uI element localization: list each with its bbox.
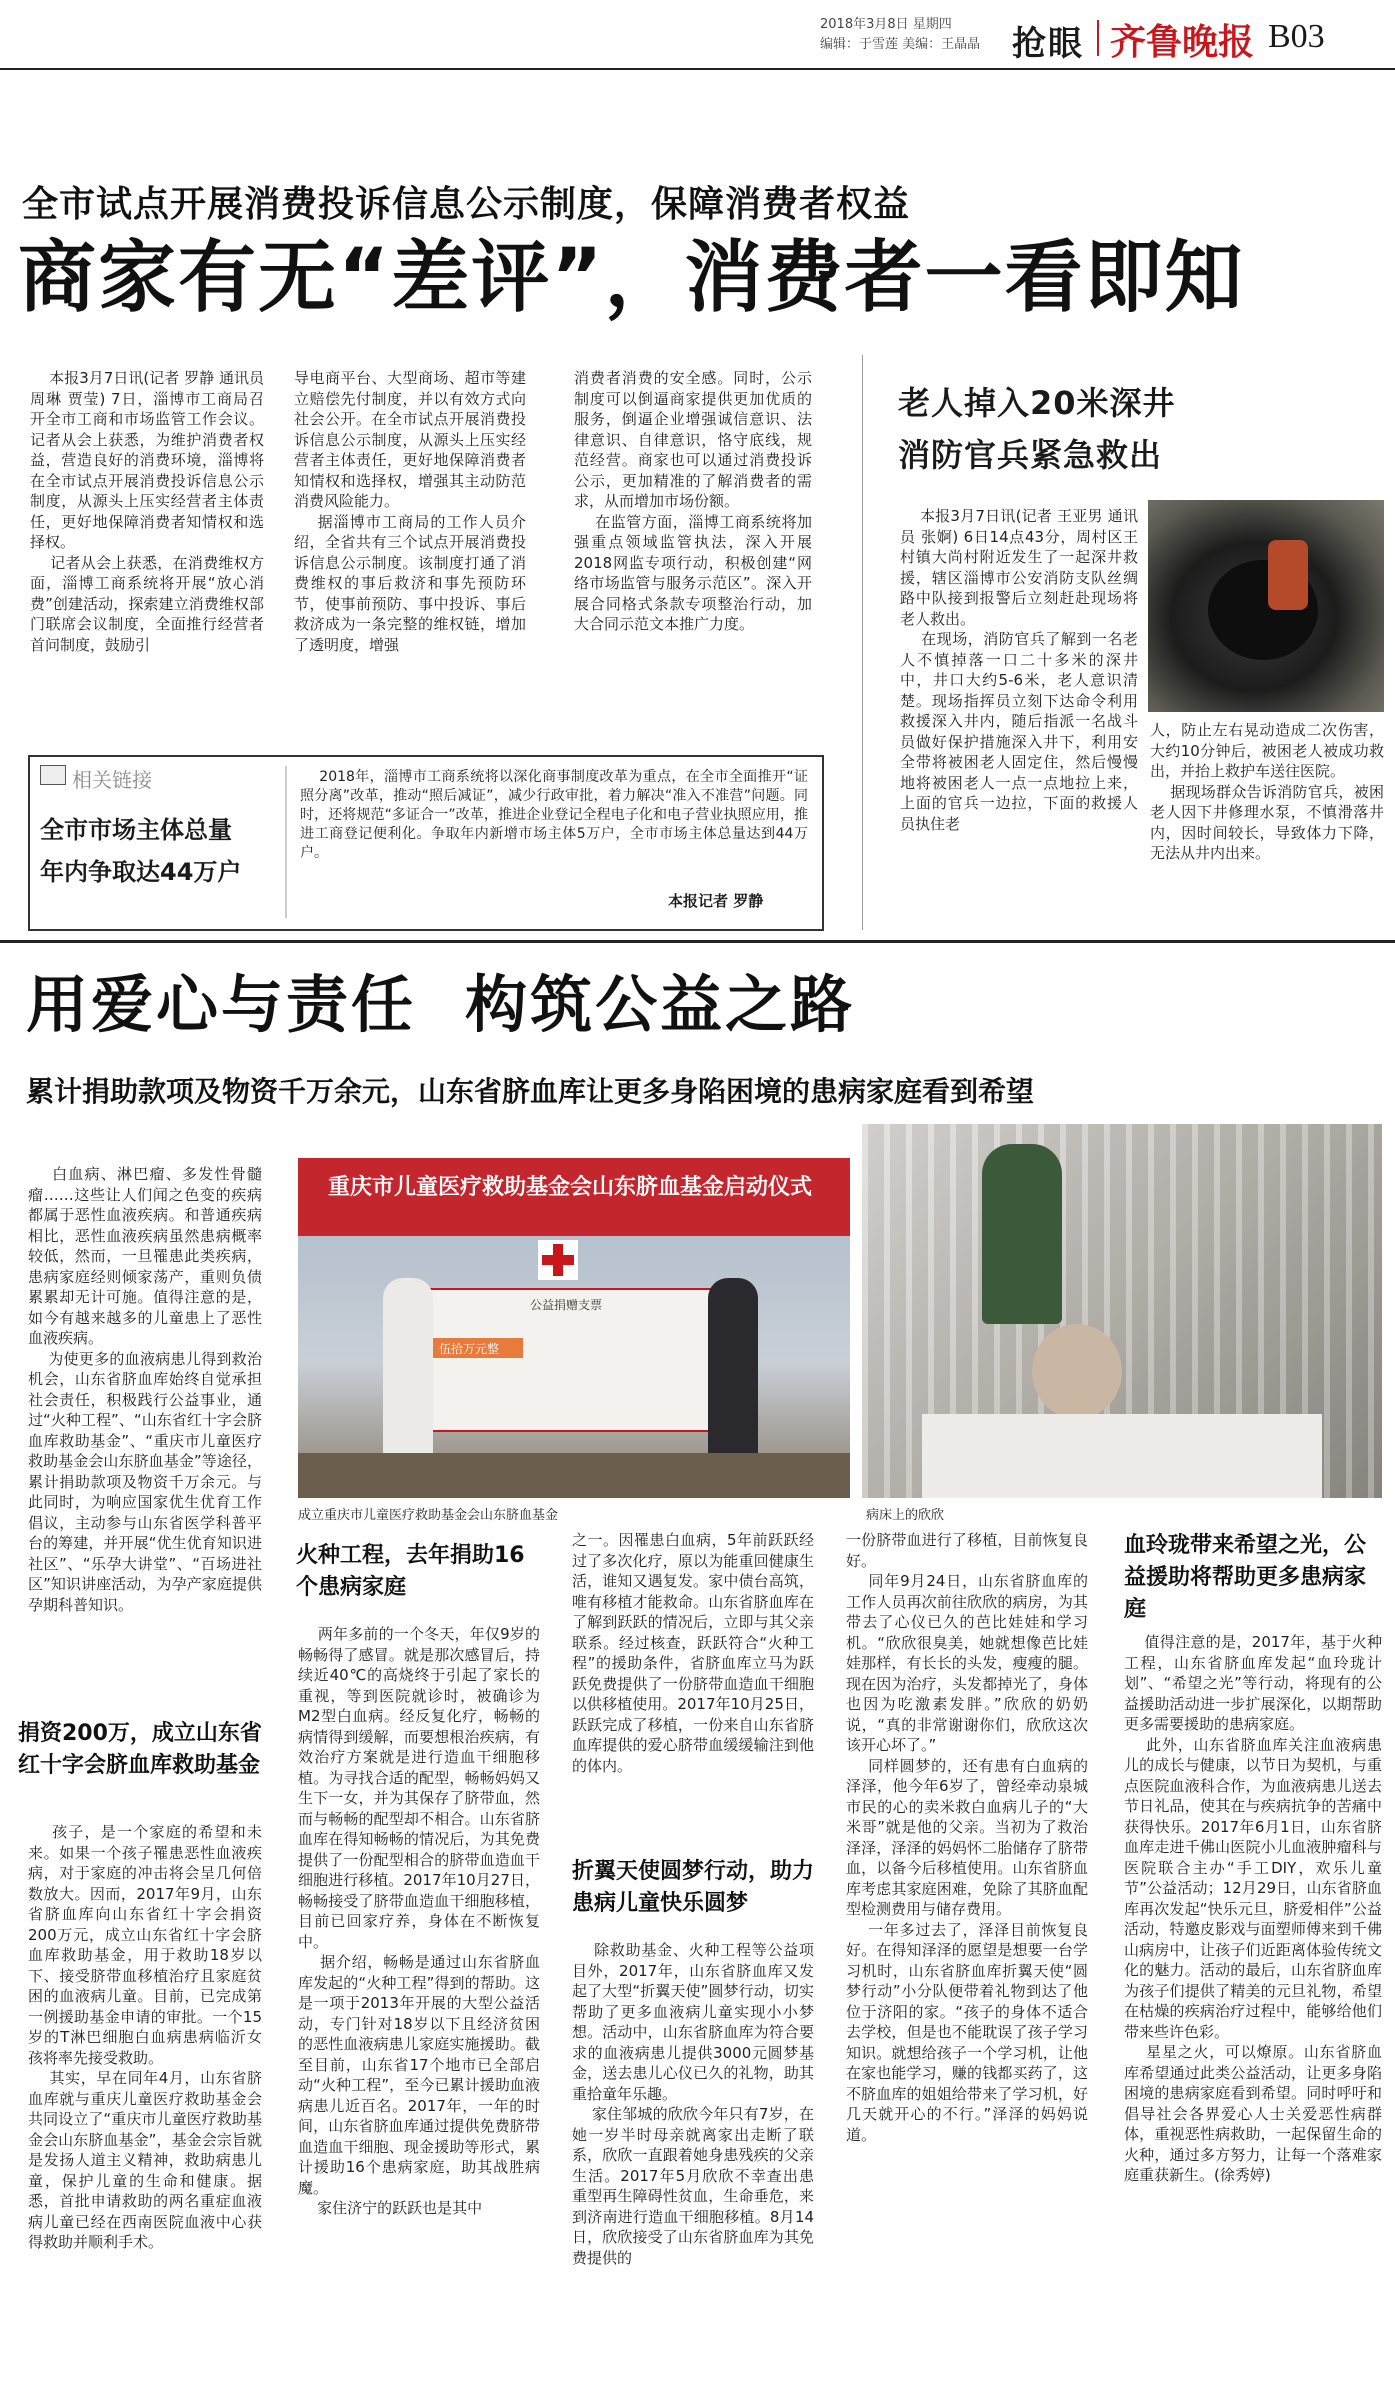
story2-column-rule bbox=[862, 355, 863, 930]
section-name: 抢眼 bbox=[1012, 24, 1084, 64]
photo1-caption: 成立重庆市儿童医疗救助基金会山东脐血基金 bbox=[298, 1508, 559, 1523]
story1-kicker: 全市试点开展消费投诉信息公示制度，保障消费者权益 bbox=[22, 184, 911, 225]
banner-text: 重庆市儿童医疗救助基金会山东脐血基金启动仪式 bbox=[328, 1175, 813, 1200]
subhead-dream: 折翼天使圆梦行动，助力患病儿童快乐圆梦 bbox=[572, 1859, 815, 1916]
story3-column-1a: 白血病、淋巴瘤、多发性骨髓瘤……这些让人们闻之色变的疾病都属于恶性血液疾病。和普通疾病相比，恶性血液疾病虽然患病概率较低，然而，一旦罹患此类疾病，患病家庭经则倾家荡产，重则负债累累却无计可施。值得注意的是，如今有越来越多的儿童患上了恶性血液疾病。 为使更多的血液病患儿得到救治机会，山东省脐血库始终自觉承担社会责任，积极践行公益事业，通过“火种工程”、“山东省红十字会脐血库救助基金”、“重庆市儿童医疗救助基金会山东脐血基金”等途径，累计捐助款项及物资千万余元。与此同时，为响应国家优生优育工作倡议，主动参与山东省医学科普平台的筹建，并开展“优生优育知识进社区”、“乐孕大讲堂”、“百场进社区”知识讲座活动，为孕产家庭提供孕期科普知识。 bbox=[28, 1165, 262, 1614]
table-edge bbox=[298, 1453, 850, 1498]
donation-ceremony-photo bbox=[298, 1158, 850, 1498]
story1-headline: 商家有无“差评”，消费者一看即知 bbox=[18, 233, 1245, 323]
firefighter-figure bbox=[1268, 540, 1308, 610]
photo2-caption: 病床上的欣欣 bbox=[866, 1508, 945, 1523]
subhead-hope: 血玲珑带来希望之光，公益援助将帮助更多患病家庭 bbox=[1124, 1533, 1367, 1622]
related-link-tag: 相关链接 bbox=[72, 768, 152, 792]
issue-date: 2018年3月8日 星期四 bbox=[820, 17, 952, 32]
man-figure bbox=[383, 1278, 433, 1478]
well-rescue-photo bbox=[1148, 500, 1384, 712]
sidebar-title-line-1: 全市市场主体总量 bbox=[40, 816, 232, 844]
adult-figure bbox=[982, 1144, 1062, 1324]
sidebar-text: 2018年，淄博市工商系统将以深化商事制度改革为重点，在全市全面推开“证照分离”改革，推动“照后减证”，减少行政审批，着力解决“准入不准营”问题。同时，还将规范“多证合一”改革，推进企业登记全程电子化和电子营业执照应用，推进工商登记便利化。争取年内新增市场主体5万户，全市市场主体总量达到44万户。 bbox=[300, 769, 808, 861]
cheque-title: 公益捐赠支票 bbox=[530, 1298, 603, 1312]
sidebar-title-line-2: 年内争取达44万户 bbox=[40, 858, 242, 886]
editor-credits: 编辑：于雪莲 美编：王晶晶 bbox=[820, 37, 981, 52]
masthead-divider bbox=[1097, 20, 1099, 56]
link-icon bbox=[40, 765, 66, 785]
story2-column-1: 本报3月7日讯(记者 王亚男 通讯员 张婀) 6日14点43分，周村区王村镇大尚村附近发生了一起深井救援，辖区淄博市公安消防支队丝绸路中队接到报警后立刻赶赴现场将老人救出。 在现场，消防官兵了解到一名老人不慎掉落一口二十多米的深井中，井口大约5-6米，老人意识清楚。现场指挥员立刻下达命令利用救援深入井内，随后指派一名战斗员做好保护措施深入井下，利用安全带将被困老人固定住，然后慢慢地将被困老人一点一点地拉上来，上面的官兵一边拉，下面的救援人员执住老 bbox=[900, 507, 1138, 833]
story2-column-2: 人，防止左右晃动造成二次伤害，大约10分钟后，被困老人被成功救出，并抬上救护车送往医院。 据现场群众告诉消防官兵，被困老人因下井修理水泵，不慎滑落井内，因时间较长，导致体力下降，无法从井内出来。 bbox=[1150, 721, 1384, 862]
cheque-amount: 伍拾万元整 bbox=[439, 1342, 500, 1356]
story1-column-3: 消费者消费的安全感。同时，公示制度可以倒逼商家提供更加优质的服务，倒逼企业增强诚信意识、法律意识、自律意识，恪守底线，规范经营。商家也可以通过消费投诉公示，更加精准的了解消费者的需求，从而增加市场份额。 在监管方面，淄博工商系统将加强重点领域监管执法，深入开展2018网监专项行动，积极创建“网络市场监管与服务示范区”。深入开展合同格式条款专项整治行动，加大合同示范文本推广力度。 bbox=[574, 369, 812, 633]
child-figure bbox=[1032, 1324, 1122, 1419]
hospital-bed bbox=[922, 1414, 1322, 1498]
donation-cheque bbox=[423, 1288, 717, 1432]
story1-column-2: 导电商平台、大型商场、超市等建立赔偿先付制度，并以有效方式向社会公开。在全市试点开展消费投诉信息公示制度，从源头上压实经营者主体责任，更好地保障消费者知情权和选择权，增强其主动防范消费风险能力。 据淄博市工商局的工作人员介绍，全省共有三个试点开展消费投诉信息公示制度。该制度打通了消费维权的事后救济和事先预防环节，使事前预防、事中投诉、事后救济成为一条完整的维权链，增加了透明度，增强 bbox=[294, 369, 526, 654]
story3-column-2: 两年多前的一个冬天，年仅9岁的畅畅得了感冒。就是那次感冒后，持续近40℃的高烧终于引起了家长的重视，等到医院就诊时，被确诊为M2型白血病。经反复化疗，畅畅的病情得到缓解，而要想根治疾病，有效治疗方案就是进行造血干细胞移植。为寻找合适的配型，畅畅妈妈又生下一女，并为其保存了脐带血，然而与畅畅的配型却不相合。山东省脐血库在得知畅畅的情况后，为其免费提供了一份配型相合的脐带血造血干细胞进行移植。2017年10月27日，畅畅接受了脐带血造血干细胞移植，目前已回家疗养，身体在不断恢复中。 据介绍，畅畅是通过山东省脐血库发起的“火种工程”得到的帮助。这是一项于2013年开展的大型公益活动，专门针对18岁以下且经济贫困的恶性血液病患儿家庭实施援助。截至目前，山东省17个地市已全部启动“火种工程”，至今已累计援助血液病患儿近百名。2017年，一年的时间，山东省脐血库通过提供免费脐带血造血干细胞、现金援助等形式，累计援助16个患病家庭，助其战胜病魔。 家住济宁的跃跃也是其中 bbox=[298, 1625, 540, 2217]
story2-headline-line-1: 老人掉入20米深井 bbox=[898, 384, 1176, 422]
masthead-rule bbox=[0, 68, 1395, 70]
woman-figure bbox=[708, 1278, 758, 1478]
story1-column-1: 本报3月7日讯(记者 罗静 通讯员 周琳 贾莹) 7日，淄博市工商局召开全市工商和市场监管工作会议。记者从会上获悉，为维护消费者权益，营造良好的消费环境，淄博将在全市试点开展消费投诉信息公示制度，从源头上压实经营者主体责任，更好地保障消费者知情权和选择权。 记者从会上获悉，在消费维权方面，淄博工商系统将开展“放心消费”创建活动，探索建立消费维权部门联席会议制度，全面推行经营者首问制度，鼓励引 bbox=[30, 369, 264, 654]
story2-headline-line-2: 消防官兵紧急救出 bbox=[898, 436, 1163, 474]
paper-logo: 齐鲁晚报 bbox=[1110, 21, 1255, 63]
subhead-fund: 捐资200万，成立山东省红十字会脐血库救助基金 bbox=[18, 1721, 262, 1778]
story3-column-4: 一份脐带血进行了移植，目前恢复良好。 同年9月24日，山东省脐血库的工作人员再次前往欣欣的病房，为其带去了心仪已久的芭比娃娃和学习机。“欣欣很臭美，她就想像芭比娃娃那样，有长长的头发，瘦瘦的腿。现在因为治疗，头发都掉光了，身体也因为吃激素发胖。”欣欣的奶奶说，“真的非常谢谢你们，欣欣这次该开心坏了。” 同样圆梦的，还有患有白血病的泽泽，他今年6岁了，曾经牵动泉城市民的心的卖米救白血病儿子的“大米哥”就是他的父亲。当初为了救治泽泽，泽泽的妈妈怀二胎储存了脐带血，以备今后移植使用。山东省脐血库考虑其家庭困难，免除了其脐血配型检测费用与储存费用。 一年多过去了，泽泽目前恢复良好。在得知泽泽的愿望是想要一台学习机时，山东省脐血库折翼天使“圆梦行动”小分队便带着礼物到达了他位于济阳的家。“孩子的身体不适合去学校，但是也不能耽误了孩子学习知识。就想给孩子一个学习机，让他在家也能学习，赚的钱都买药了，这不脐血库的姐姐给带来了学习机，好几天就开心的不行。”泽泽的妈妈说道。 bbox=[846, 1531, 1088, 2144]
patient-photo bbox=[862, 1124, 1382, 1498]
story3-column-5: 值得注意的是，2017年，基于火种工程，山东省脐血库发起“血玲珑计划”、“希望之光”等行动，将现有的公益援助活动进一步扩展深化，以期帮助更多需要援助的患病家庭。 此外，山东省脐血库关注血液病患儿的成长与健康，以节日为契机，与重点医院血液科合作，为血液病患儿送去节日礼品，使其在与疾病抗争的苦痛中获得快乐。2017年6月1日，山东省脐血库走进千佛山医院小儿血液肿瘤科与医院联合主办“手工DIY，欢乐儿童节”公益活动；12月29日，山东省脐血库再次发起“快乐元旦，脐爱相伴”公益活动，特邀皮影戏与面塑师傅来到千佛山病房中，让孩子们近距离体验传统文化的魅力。活动的最后，山东省脐血库为孩子们提供了精美的元旦礼物，希望在枯燥的疾病治疗过程中，能够给他们带来些许色彩。 星星之火，可以燎原。山东省脐血库希望通过此类公益活动，让更多身陷困境的患病家庭看到希望。同时呼吁和倡导社会各界爱心人士关爱恶性病群体，重视恶性病救助，一起保留生命的火种，通过多方努力，让每一个落难家庭重获新生。(徐秀婷) bbox=[1124, 1633, 1382, 2184]
story3-column-3a: 之一。因罹患白血病，5年前跃跃经过了多次化疗，原以为能重回健康生活，谁知又遇复发。家中债台高筑，唯有移植才能救命。山东省脐血库在了解到跃跃的情况后，立即与其父亲联系。经过核查，跃跃符合“火种工程”的援助条件，省脐血库立马为跃跃免费提供了一份脐带血造血干细胞以供移植使用。2017年10月25日，跃跃完成了移植，一份来自山东省脐血库提供的爱心脐带血缓缓输注到他的体内。 bbox=[572, 1531, 814, 1775]
sidebar-byline: 本报记者 罗静 bbox=[668, 892, 764, 910]
section-rule bbox=[0, 940, 1395, 943]
story3-subtitle: 累计捐助款项及物资千万余元，山东省脐血库让更多身陷困境的患病家庭看到希望 bbox=[26, 1075, 1035, 1108]
story3-headline: 用爱心与责任 构筑公益之路 bbox=[26, 968, 856, 1041]
page-number: B03 bbox=[1268, 18, 1325, 55]
story3-column-3b: 除救助基金、火种工程等公益项目外，2017年，山东省脐血库又发起了大型“折翼天使”圆梦行动，切实帮助了更多血液病儿童实现小小梦想。活动中，山东省脐血库为符合要求的血液病患儿提供3000元圆梦基金，送去患儿心仪已久的礼物，助其重拾童年乐趣。 家住邹城的欣欣今年只有7岁，在她一岁半时母亲就离家出走断了联系，欣欣一直跟着她身患残疾的父亲生活。2017年5月欣欣不幸查出患重型再生障碍性贫血，生命垂危，来到济南进行造血干细胞移植。8月14日，欣欣接受了山东省脐血库为其免费提供的 bbox=[572, 1941, 814, 2267]
red-cross-logo bbox=[538, 1240, 578, 1280]
subhead-fire-project: 火种工程，去年捐助16个患病家庭 bbox=[296, 1543, 525, 1600]
story3-column-1b: 孩子，是一个家庭的希望和未来。如果一个孩子罹患恶性血液疾病，对于家庭的冲击将会呈几何倍数放大。因而，2017年9月，山东省脐血库向山东省红十字会捐资200万元，成立山东省红十字会脐血库救助基金，用于救助18岁以下、接受脐带血移植治疗且家庭贫困的血液病儿童。目前，已完成第一例援助基金申请的审批。一个15岁的T淋巴细胞白血病患病临沂女孩将率先接受救助。 其实，早在同年4月，山东省脐血库就与重庆儿童医疗救助基金会共同设立了“重庆市儿童医疗救助基金会山东脐血基金”，基金会宗旨就是发扬人道主义精神，救助病患儿童，保护儿童的生命和健康。据悉，首批申请救助的两名重症血液病儿童已经在西南医院血液中心获得救助并顺利手术。 bbox=[28, 1823, 262, 2251]
sidebar-divider bbox=[285, 766, 287, 918]
